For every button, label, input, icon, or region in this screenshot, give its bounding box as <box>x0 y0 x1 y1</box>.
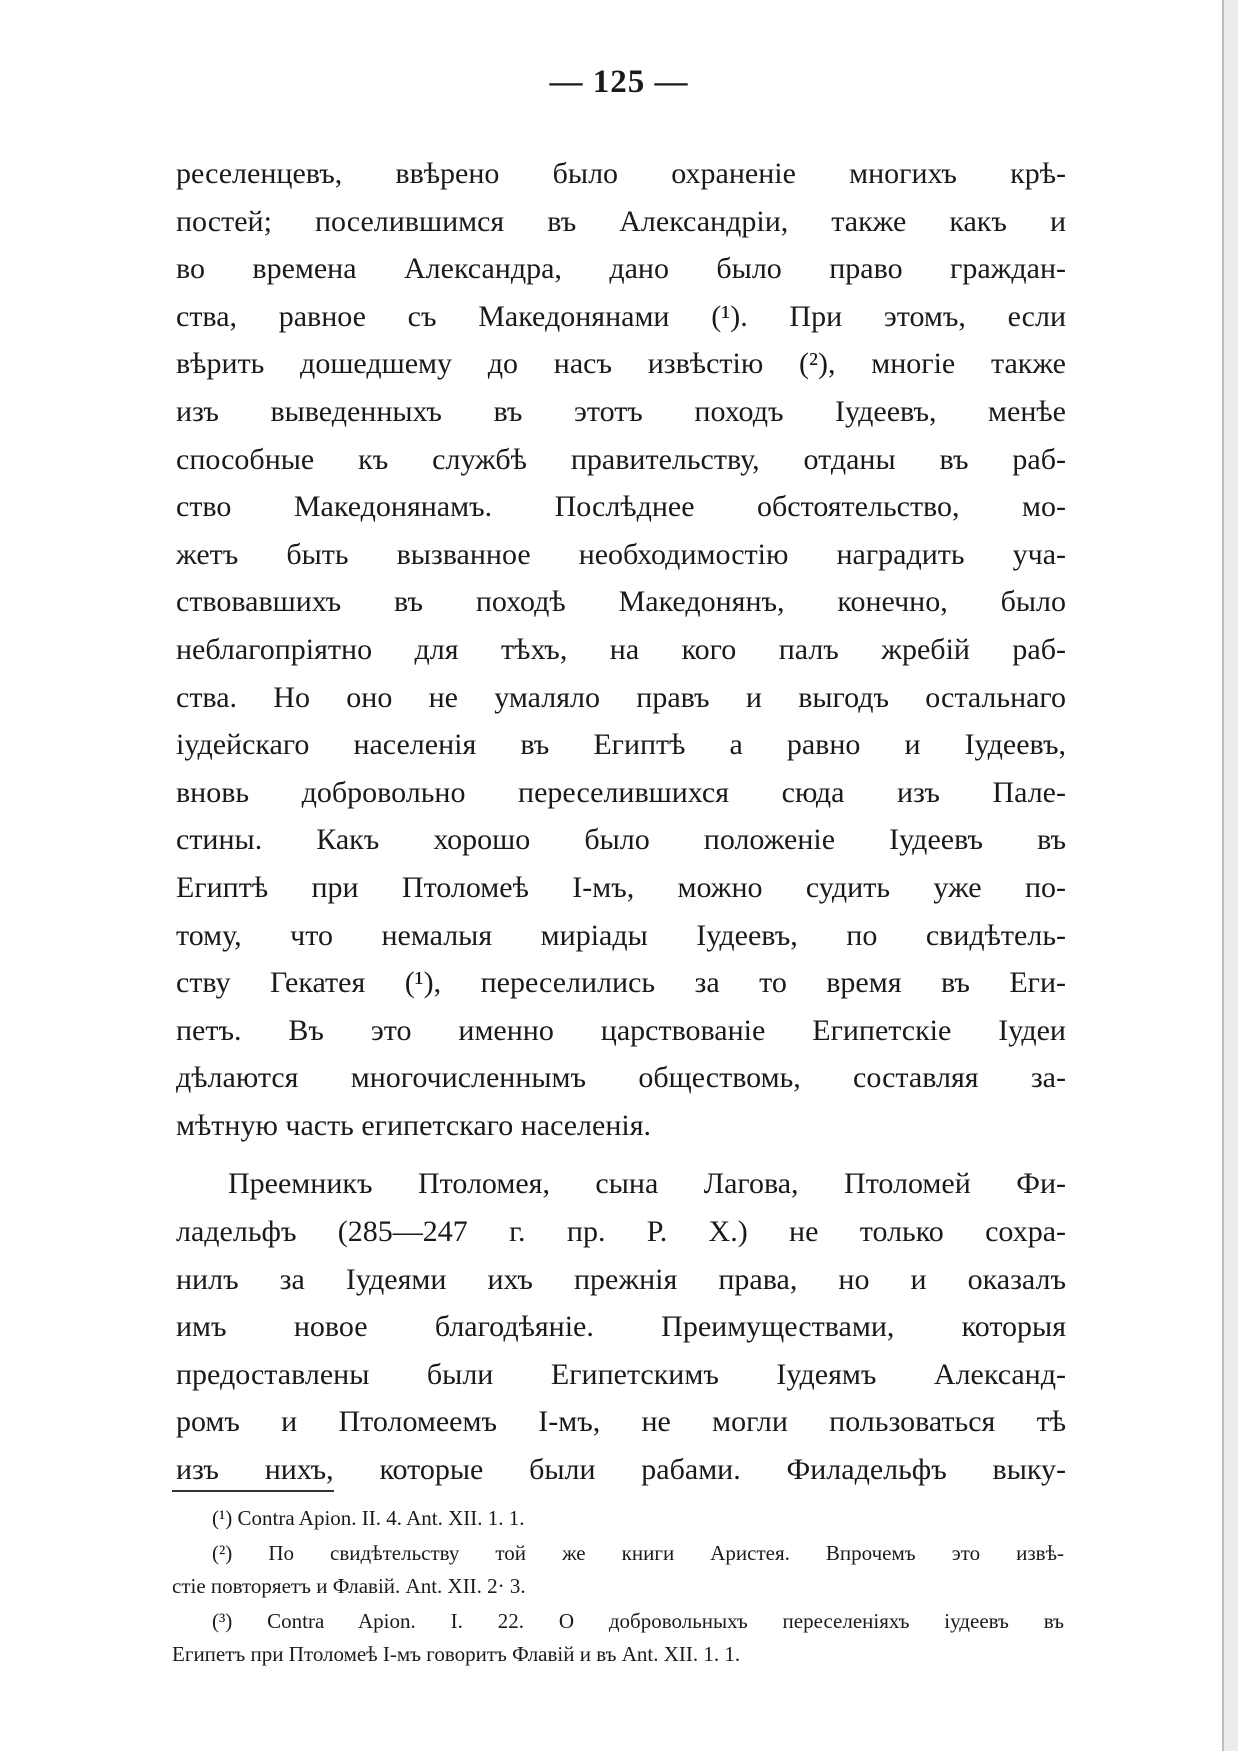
page-edge-margin <box>1224 0 1238 1751</box>
text-line: ствовавшихъ въ походѣ Македонянъ, конечно, было <box>176 585 1066 619</box>
text-line: способные къ службѣ правительству, отданы въ раб- <box>176 442 1066 476</box>
text-line: петъ. Въ это именно царствованіе Египетскіе Іудеи <box>176 1013 1066 1047</box>
footnote-2 <box>172 1537 1064 1603</box>
text-line: во времена Александра, дано было право граждан- <box>176 252 1066 286</box>
text-line: постей; поселившимся въ Александріи, также какъ и <box>176 204 1066 238</box>
text-line: предоставлены были Египетскимъ Іудеямъ Александ- <box>176 1357 1066 1391</box>
text-line: нилъ за Іудеями ихъ прежнія права, но и оказалъ <box>176 1262 1066 1296</box>
paragraph-gap <box>176 1149 1066 1160</box>
text-line: Преемникъ Птоломея, сына Лагова, Птоломей Фи- <box>228 1167 1066 1201</box>
footnote-divider <box>172 1490 334 1492</box>
footnote-line: (¹) Contra Apion. II. 4. Ant. XII. 1. 1. <box>212 1506 525 1530</box>
footnote-1 <box>172 1502 1064 1535</box>
footnote-line: Египетъ при Птоломеѣ І-мъ говоритъ Флавій и въ Ant. XII. 1. 1. <box>172 1642 741 1666</box>
text-line: Египтѣ при Птоломеѣ І-мъ, можно судить уже по- <box>176 870 1066 904</box>
paragraph-2 <box>176 1160 1066 1493</box>
text-line: дѣлаются многочисленнымъ обществомь, составляя за- <box>176 1061 1066 1095</box>
text-line: ромъ и Птоломеемъ І-мъ, не могли пользоваться тѣ <box>176 1405 1066 1439</box>
text-line: вѣрить дошедшему до насъ извѣстію (²), многіе также <box>176 347 1066 381</box>
text-line: тому, что немалыя миріады Іудеевъ, по свидѣтель- <box>176 918 1066 952</box>
footnote-3 <box>172 1605 1064 1671</box>
text-line: изъ нихъ, которые были рабами. Филадельфъ выку- <box>176 1453 1066 1487</box>
text-line: мѣтную часть египетскаго населенія. <box>176 1108 652 1142</box>
text-line: ство Македонянамъ. Послѣднее обстоятельство, мо- <box>176 490 1066 524</box>
text-line: ладельфъ (285—247 г. пр. Р. Х.) не только сохра- <box>176 1215 1066 1249</box>
text-line: имъ новое благодѣяніе. Преимуществами, которыя <box>176 1310 1066 1344</box>
text-line: іудейскаго населенія въ Египтѣ а равно и Іудеевъ, <box>176 728 1066 762</box>
page-number: — 125 — <box>549 64 689 100</box>
footnotes <box>172 1502 1064 1671</box>
text-line: стины. Какъ хорошо было положеніе Іудеевъ въ <box>176 823 1066 857</box>
footnote-line: стіе повторяетъ и Флавій. Ant. XII. 2· 3. <box>172 1574 526 1598</box>
footnote-line: (²) По свидѣтельству той же книги Аристея. Впрочемъ это извѣ- <box>212 1541 1064 1565</box>
main-text <box>176 150 1066 1494</box>
text-line: ства. Но оно не умаляло правъ и выгодъ остальнаго <box>176 680 1066 714</box>
text-line: реселенцевъ, ввѣрено было охраненіе многихъ крѣ- <box>176 157 1066 190</box>
footnote-line: (³) Contra Apion. I. 22. О добровольныхъ переселеніяхъ іудеевъ въ <box>212 1609 1064 1633</box>
paragraph-1 <box>176 150 1066 1149</box>
text-line: жетъ быть вызванное необходимостію наградить уча- <box>176 537 1066 571</box>
text-line: ству Гекатея (¹), переселились за то время въ Еги- <box>176 966 1066 1000</box>
text-line: вновь добровольно переселившихся сюда изъ Пале- <box>176 775 1066 809</box>
text-line: изъ выведенныхъ въ этотъ походъ Іудеевъ, менѣе <box>176 394 1066 428</box>
text-line: ства, равное съ Македонянами (¹). При этомъ, если <box>176 299 1066 333</box>
text-line: неблагопріятно для тѣхъ, на кого палъ жребій раб- <box>176 632 1066 666</box>
